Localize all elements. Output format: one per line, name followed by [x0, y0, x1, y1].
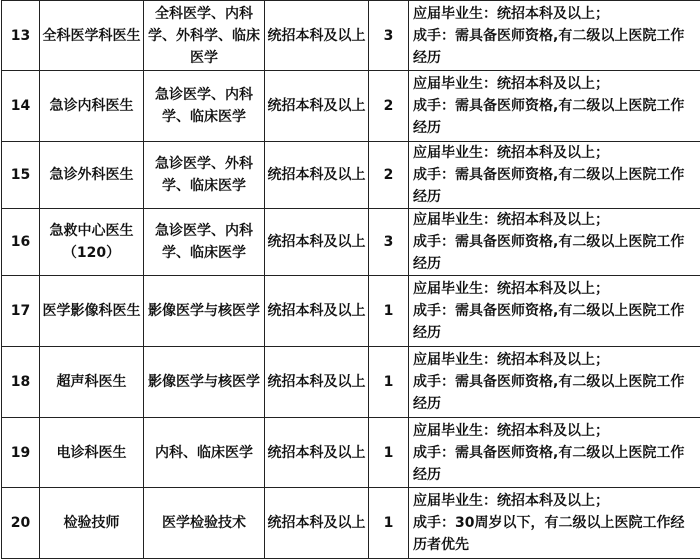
graduate-requirement: 应届毕业生：统招本科及以上；	[413, 420, 698, 442]
row-number: 18	[2, 347, 40, 418]
other-requirements	[409, 276, 700, 347]
other-requirements	[409, 1, 700, 71]
position-name: 全科医学科医生	[40, 1, 144, 71]
table-row	[2, 347, 700, 418]
education-requirement: 统招本科及以上	[265, 488, 369, 559]
graduate-requirement: 应届毕业生：统招本科及以上；	[413, 278, 698, 300]
hiring-count: 2	[369, 71, 409, 142]
education-requirement: 统招本科及以上	[265, 142, 369, 209]
table-row	[2, 488, 700, 559]
major-requirement: 急诊医学、外科学、临床医学	[144, 142, 265, 209]
row-number: 20	[2, 488, 40, 559]
other-requirements	[409, 209, 700, 276]
row-number: 15	[2, 142, 40, 209]
row-number: 19	[2, 418, 40, 488]
row-number: 14	[2, 71, 40, 142]
graduate-requirement: 应届毕业生：统招本科及以上；	[413, 3, 698, 25]
table-row	[2, 142, 700, 209]
position-name: 医学影像科医生	[40, 276, 144, 347]
hiring-count: 1	[369, 347, 409, 418]
other-requirements	[409, 142, 700, 209]
major-requirement: 急诊医学、内科学、临床医学	[144, 209, 265, 276]
hiring-count: 1	[369, 418, 409, 488]
graduate-requirement: 应届毕业生：统招本科及以上；	[413, 73, 698, 95]
hiring-count: 3	[369, 1, 409, 71]
table-row	[2, 71, 700, 142]
experienced-requirement: 成手：需具备医师资格,有二级以上医院工作经历	[413, 371, 698, 415]
position-name: 急诊外科医生	[40, 142, 144, 209]
education-requirement: 统招本科及以上	[265, 209, 369, 276]
position-name: 电诊科医生	[40, 418, 144, 488]
education-requirement: 统招本科及以上	[265, 347, 369, 418]
row-number: 16	[2, 209, 40, 276]
table-row	[2, 418, 700, 488]
hiring-count: 1	[369, 488, 409, 559]
experienced-requirement: 成手：需具备医师资格,有二级以上医院工作经历	[413, 25, 698, 69]
recruitment-table	[1, 0, 700, 559]
table-row	[2, 276, 700, 347]
graduate-requirement: 应届毕业生：统招本科及以上；	[413, 349, 698, 371]
graduate-requirement: 应届毕业生：统招本科及以上；	[413, 490, 698, 512]
education-requirement: 统招本科及以上	[265, 276, 369, 347]
education-requirement: 统招本科及以上	[265, 71, 369, 142]
major-requirement: 影像医学与核医学	[144, 347, 265, 418]
hiring-count: 2	[369, 142, 409, 209]
major-requirement: 急诊医学、内科学、临床医学	[144, 71, 265, 142]
experienced-requirement: 成手：需具备医师资格,有二级以上医院工作经历	[413, 442, 698, 486]
hiring-count: 3	[369, 209, 409, 276]
hiring-count: 1	[369, 276, 409, 347]
experienced-requirement: 成手：需具备医师资格,有二级以上医院工作经历	[413, 231, 698, 275]
graduate-requirement: 应届毕业生：统招本科及以上；	[413, 142, 698, 164]
major-requirement: 全科医学、内科学、外科学、临床医学	[144, 1, 265, 71]
major-requirement: 内科、临床医学	[144, 418, 265, 488]
table-row	[2, 1, 700, 71]
major-requirement: 医学检验技术	[144, 488, 265, 559]
position-name: 超声科医生	[40, 347, 144, 418]
table-row	[2, 209, 700, 276]
other-requirements	[409, 418, 700, 488]
experienced-requirement: 成手：需具备医师资格,有二级以上医院工作经历	[413, 164, 698, 208]
education-requirement: 统招本科及以上	[265, 418, 369, 488]
other-requirements	[409, 347, 700, 418]
graduate-requirement: 应届毕业生：统招本科及以上；	[413, 209, 698, 231]
experienced-requirement: 成手：需具备医师资格,有二级以上医院工作经历	[413, 95, 698, 139]
major-requirement: 影像医学与核医学	[144, 276, 265, 347]
row-number: 13	[2, 1, 40, 71]
position-name: 检验技师	[40, 488, 144, 559]
position-name: 急救中心医生（120）	[40, 209, 144, 276]
experienced-requirement: 成手：需具备医师资格,有二级以上医院工作经历	[413, 300, 698, 344]
education-requirement: 统招本科及以上	[265, 1, 369, 71]
experienced-requirement: 成手：30周岁以下，有二级以上医院工作经历者优先	[413, 512, 698, 556]
position-name: 急诊内科医生	[40, 71, 144, 142]
other-requirements	[409, 71, 700, 142]
row-number: 17	[2, 276, 40, 347]
other-requirements	[409, 488, 700, 559]
